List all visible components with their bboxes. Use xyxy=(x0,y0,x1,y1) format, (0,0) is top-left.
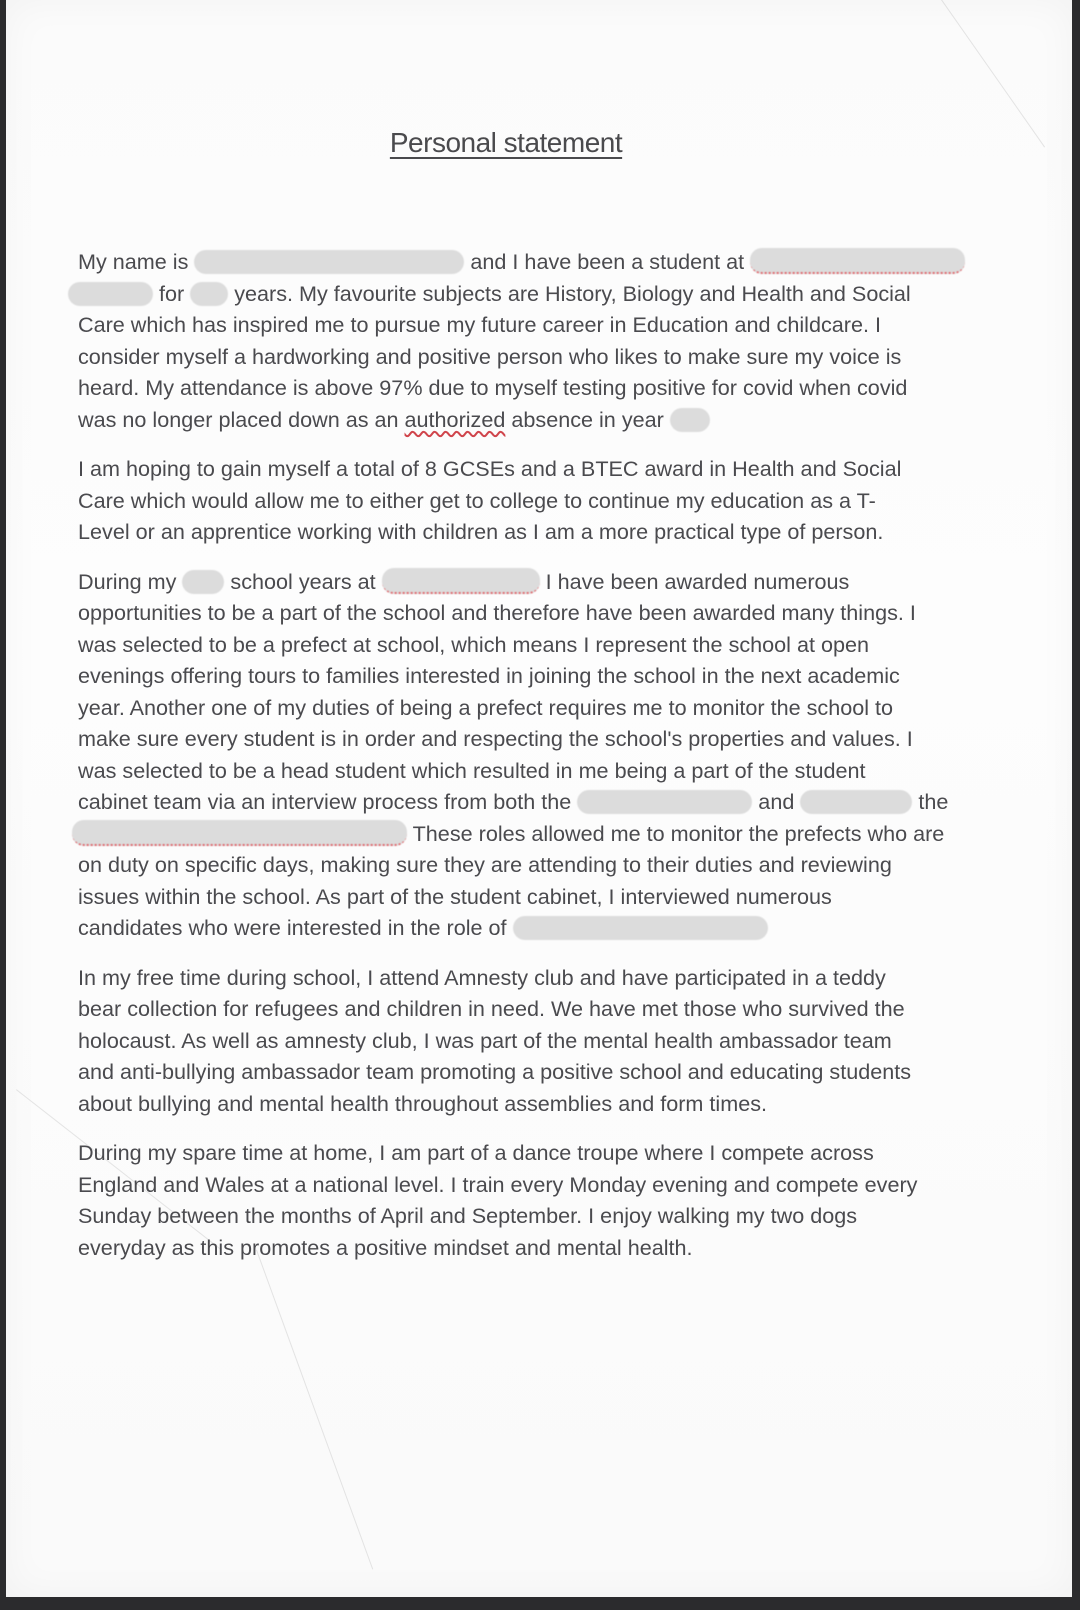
text-line xyxy=(78,1088,1008,1120)
text-line xyxy=(78,723,1008,755)
redacted-years xyxy=(190,282,228,306)
text-line xyxy=(78,1169,1008,1201)
paragraph-school-roles xyxy=(78,566,1008,944)
text-segment: cabinet team via an interview process from both the xyxy=(78,789,578,814)
text-segment: consider myself a hardworking and positive person who likes to make sure my voice is xyxy=(78,343,902,369)
text-segment: and anti-bullying ambassador team promoting a positive school and educating students xyxy=(78,1059,912,1084)
text-line xyxy=(78,786,1008,818)
redacted-staff-title xyxy=(800,790,912,814)
text-segment: was selected to be a head student which resulted in me being a part of the student xyxy=(78,757,866,783)
text-segment: years. My favourite subjects are History, Biology and Health and Social xyxy=(228,280,911,306)
redacted-role-name xyxy=(513,916,768,940)
misspelled-word: authorized xyxy=(404,406,506,432)
statement-body xyxy=(78,246,1008,1281)
text-line xyxy=(78,912,1008,944)
text-line xyxy=(78,597,1008,629)
text-segment: These roles allowed me to monitor the prefects who are xyxy=(407,820,945,846)
text-segment: year. Another one of my duties of being a prefect requires me to monitor the school to xyxy=(78,694,894,720)
text-segment: about bullying and mental health throughout assemblies and form times. xyxy=(78,1090,768,1116)
paper-crease xyxy=(941,0,1045,147)
text-line xyxy=(78,516,1008,548)
text-segment: I have been awarded numerous xyxy=(539,568,850,594)
text-line xyxy=(78,962,1008,994)
text-segment: England and Wales at a national level. I train every Monday evening and compete every xyxy=(78,1171,918,1197)
text-line xyxy=(78,246,1008,278)
text-segment: Sunday between the months of April and September. I enjoy walking my two dogs xyxy=(78,1203,858,1228)
text-line xyxy=(78,1200,1008,1232)
text-line xyxy=(78,404,1008,436)
text-line xyxy=(78,485,1008,517)
text-line xyxy=(78,881,1008,913)
text-line xyxy=(78,453,1008,485)
text-segment: make sure every student is in order and respecting the school's properties and values. I xyxy=(78,726,913,751)
text-line xyxy=(78,818,1008,850)
text-line xyxy=(78,1025,1008,1057)
paper-sheet xyxy=(6,0,1072,1597)
text-segment: bear collection for refugees and children in need. We have met those who survived the xyxy=(78,996,905,1021)
title-text: Personal statement xyxy=(389,127,623,158)
redacted-school-name xyxy=(750,248,965,274)
text-segment: During my spare time at home, I am part of a dance troupe where I compete across xyxy=(78,1140,874,1165)
text-line xyxy=(78,309,1008,341)
text-line xyxy=(78,566,1008,598)
text-segment: candidates who were interested in the role of xyxy=(78,915,513,940)
text-segment: the xyxy=(912,789,949,814)
paragraph-clubs xyxy=(78,962,1008,1120)
text-line xyxy=(78,1056,1008,1088)
redacted-school-name xyxy=(68,282,153,306)
paragraph-goals xyxy=(78,453,1008,548)
text-line xyxy=(78,849,1008,881)
text-line xyxy=(78,1232,1008,1264)
paragraph-introduction xyxy=(78,246,1008,435)
paper-crease xyxy=(256,1250,373,1570)
text-line xyxy=(78,993,1008,1025)
redacted-staff-title xyxy=(577,790,752,814)
text-line xyxy=(78,629,1008,661)
text-segment: everyday as this promotes a positive mindset and mental health. xyxy=(78,1234,693,1260)
paragraph-hobbies xyxy=(78,1137,1008,1263)
text-line xyxy=(78,660,1008,692)
text-segment: Level or an apprentice working with children as I am a more practical type of person. xyxy=(78,519,884,544)
redacted-name xyxy=(194,250,464,274)
text-line xyxy=(78,372,1008,404)
redacted-staff-title xyxy=(72,820,407,846)
text-segment: on duty on specific days, making sure they are attending to their duties and reviewing xyxy=(78,852,892,877)
text-segment: issues within the school. As part of the student cabinet, I interviewed numerous xyxy=(78,883,832,909)
text-segment: evenings offering tours to families interested in joining the school in the next academic xyxy=(78,663,900,688)
text-segment: My name is xyxy=(78,249,195,274)
text-line xyxy=(78,341,1008,373)
text-segment: and xyxy=(752,789,801,814)
text-segment: heard. My attendance is above 97% due to myself testing positive for covid when covid xyxy=(78,375,908,400)
text-line xyxy=(78,692,1008,724)
text-segment: I am hoping to gain myself a total of 8 GCSEs and a BTEC award in Health and Social xyxy=(78,456,902,481)
text-segment: for xyxy=(153,280,191,306)
redacted-year-number xyxy=(670,408,710,432)
redacted-number xyxy=(182,570,224,594)
redacted-school-name xyxy=(382,568,540,594)
text-segment: was selected to be a prefect at school, which means I represent the school at open xyxy=(78,631,870,657)
text-segment: Care which would allow me to either get to college to continue my education as a T- xyxy=(78,487,876,513)
text-line xyxy=(78,278,1008,310)
page-title xyxy=(6,127,1006,159)
text-segment: was no longer placed down as an xyxy=(78,406,405,432)
text-segment: school years at xyxy=(224,568,382,594)
text-line xyxy=(78,1137,1008,1169)
text-segment: Care which has inspired me to pursue my future career in Education and childcare. I xyxy=(78,312,881,337)
text-segment: opportunities to be a part of the school and therefore have been awarded many things. I xyxy=(78,600,916,625)
text-line xyxy=(78,755,1008,787)
text-segment: and I have been a student at xyxy=(464,249,751,274)
text-segment: absence in year xyxy=(505,406,670,432)
text-segment: In my free time during school, I attend Amnesty club and have participated in a teddy xyxy=(78,964,886,990)
text-segment: During my xyxy=(78,568,183,594)
text-segment: holocaust. As well as amnesty club, I was part of the mental health ambassador team xyxy=(78,1027,892,1053)
